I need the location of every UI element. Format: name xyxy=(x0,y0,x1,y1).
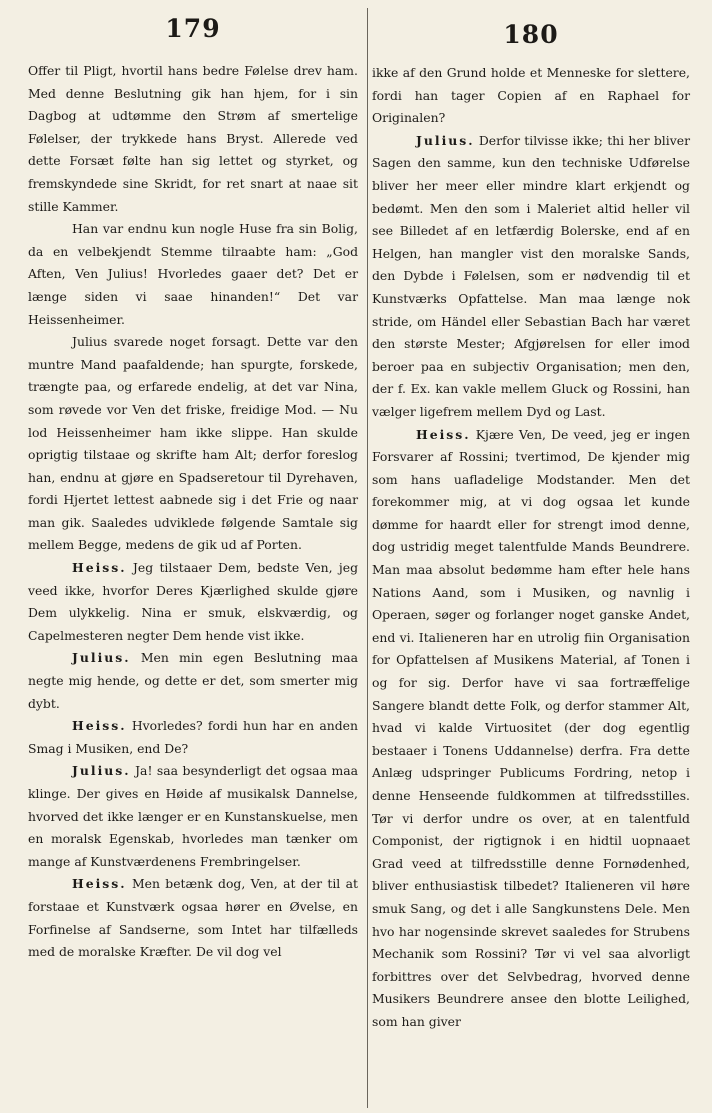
paragraph-text: Derfor tilvisse ikke; thi her bliver Sagen den samme, kun den techniske Udførelse bliver her meer eller mindre klart erkjendt og bedømt. Men den som i Maleriet altid heller vil see Billedet af en letfærdig Bolerske, end af en Helgen, han mangler vist den moralske Sands, den Dybde i Følelsen, som er nødvendig til et Kunstværks Opfattelse. Man maa længe nok stride, om Händel eller Sebastian Bach har været den største Mester; Afgjørelsen for eller imod beroer paa en subjectiv Organisation; men den, der f. Ex. kan vakle mellem Gluck og Rossini, han vælger ligefrem mellem Dyd og Last. xyxy=(372,132,690,419)
dialogue-paragraph xyxy=(28,715,358,760)
speaker-name: Julius. xyxy=(72,763,131,779)
page-number: 179 xyxy=(165,14,221,43)
speaker-name: Heiss. xyxy=(72,560,127,576)
paragraph-text: ikke af den Grund holde et Menneske for slettere, fordi han tager Copien af en Raphael for Originalen? xyxy=(372,65,690,126)
dialogue-paragraph xyxy=(372,130,690,424)
paragraph-text: Han var endnu kun nogle Huse fra sin Bolig, da en velbekjendt Stemme tilraabte ham: „God Aften, Ven Julius! Hvorledes gaaer det? Det er længe siden vi saae hinanden!“ Det var Heissenheimer. xyxy=(28,221,358,327)
left-page xyxy=(28,0,358,1113)
paragraph-text: Offer til Pligt, hvortil hans bedre Følelse drev ham. Med denne Beslutning gik han hjem, for i sin Dagbog at udtømme den Strøm af smertelige Følelser, der trykkede hans Bryst. Allerede ved dette Forsæt følte han sig lettet og styrket, og fremskyndede sine Skridt, for ret snart at naae sit stille Kammer. xyxy=(28,63,358,214)
speaker-name: Heiss. xyxy=(72,876,127,892)
paragraph-text: Julius svarede noget forsagt. Dette var den muntre Mand paafaldende; han spurgte, forskede, trængte paa, og erfarede endelig, at det var Nina, som røvede vor Ven det friske, freidige Mod. — Nu lod Heissenheimer ham ikke slippe. Han skulde oprigtig tilstaae og skrifte ham Alt; derfor foreslog han, endnu at gjøre en Spadseretour til Dyrehaven, fordi Hjertet lettest aabnede sig i det Frie og naar man gik. Saaledes udviklede følgende Samtale sig mellem Begge, medens de gik ud af Porten. xyxy=(28,334,358,553)
speaker-name: Heiss. xyxy=(72,718,127,734)
page-number: 180 xyxy=(503,20,559,49)
page-text xyxy=(372,62,690,1034)
paragraph-text: Men min egen Beslutning maa negte mig hende, og dette er det, som smerter mig dybt. xyxy=(28,650,358,711)
paragraph xyxy=(28,331,358,557)
paragraph-text: Hvorledes? fordi hun har en anden Smag i Musiken, end De? xyxy=(28,718,358,756)
dialogue-paragraph xyxy=(28,873,358,963)
paragraph-text: Men betænk dog, Ven, at der til at forstaae et Kunstværk ogsaa hører en Øvelse, en Forfinelse af Sandserne, som Intet har tilfælleds med de moralske Kræfter. De vil dog vel xyxy=(28,876,358,960)
speaker-name: Heiss. xyxy=(416,426,471,442)
dialogue-paragraph xyxy=(372,424,690,1034)
dialogue-paragraph xyxy=(28,760,358,873)
paragraph-text: Kjære Ven, De veed, jeg er ingen Forsvarer af Rossini; tvertimod, De kjender mig som hans uafladelige Modstander. Men det forekommer mig, at vi dog ogsaa let kunde dømme for haardt eller for strengt imod denne, dog ustridig meget talentfulde Mands Beundrere. Man maa absolut bedømme ham efter hele hans Nations Aand, som i Musiken, og navnlig i Operaen, søger og forlanger noget ganske Andet, end vi. Italieneren har en utrolig fiin Organisation for Opfattelsen af Musikens Material, af Tonen i og for sig. Derfor have vi saa fortræffelige Sangere blandt dette Folk, og derfor stammer Alt, hvad vi kalde Virtuositet (der dog egentlig bestaaer i Tonens Uddannelse) derfra. Fra dette Anlæg udspringer Publicums Fordring, netop i denne Henseende fuldkommen at tilfredsstilles. Tør vi derfor undre os over, at en talentfuld Componist, der rigtignok i en hidtil uopnaaet Grad veed at tilfredsstille denne Fornødenhed, bliver enthusiastisk tilbedet? Italieneren vil høre smuk Sang, og det i alle Sangkunstens Dele. Men hvo har nogensinde skrevet saaledes for Strubens Mechanik som Rossini? Tør vi vel saa alvorligt forbittres over det Selvbedrag, hvorved denne Musikers Beundrere ansee den blotte Leilighed, som han giver xyxy=(372,426,690,1029)
dialogue-paragraph xyxy=(28,557,358,647)
dialogue-paragraph xyxy=(28,647,358,715)
right-page xyxy=(372,0,690,1113)
paragraph xyxy=(28,218,358,331)
speaker-name: Julius. xyxy=(416,132,475,148)
paragraph xyxy=(372,62,690,130)
page-gutter-rule xyxy=(367,8,368,1108)
paragraph-text: Jeg tilstaaer Dem, bedste Ven, jeg veed ikke, hvorfor Deres Kjærlighed skulde gjøre Dem ulykkelig. Nina er smuk, elskværdig, og Capelmesteren negter Dem hende vist ikke. xyxy=(28,560,358,643)
paragraph xyxy=(28,60,358,218)
page-text xyxy=(28,60,358,964)
speaker-name: Julius. xyxy=(72,650,131,666)
paragraph-text: Ja! saa besynderligt det ogsaa maa klinge. Der gives en Høide af musikalsk Dannelse, hvorved det ikke længer er en Kunstanskuelse, men en moralsk Egenskab, hvorledes man tænker om mange af Kunstværdenens Frembringelser. xyxy=(28,763,358,869)
